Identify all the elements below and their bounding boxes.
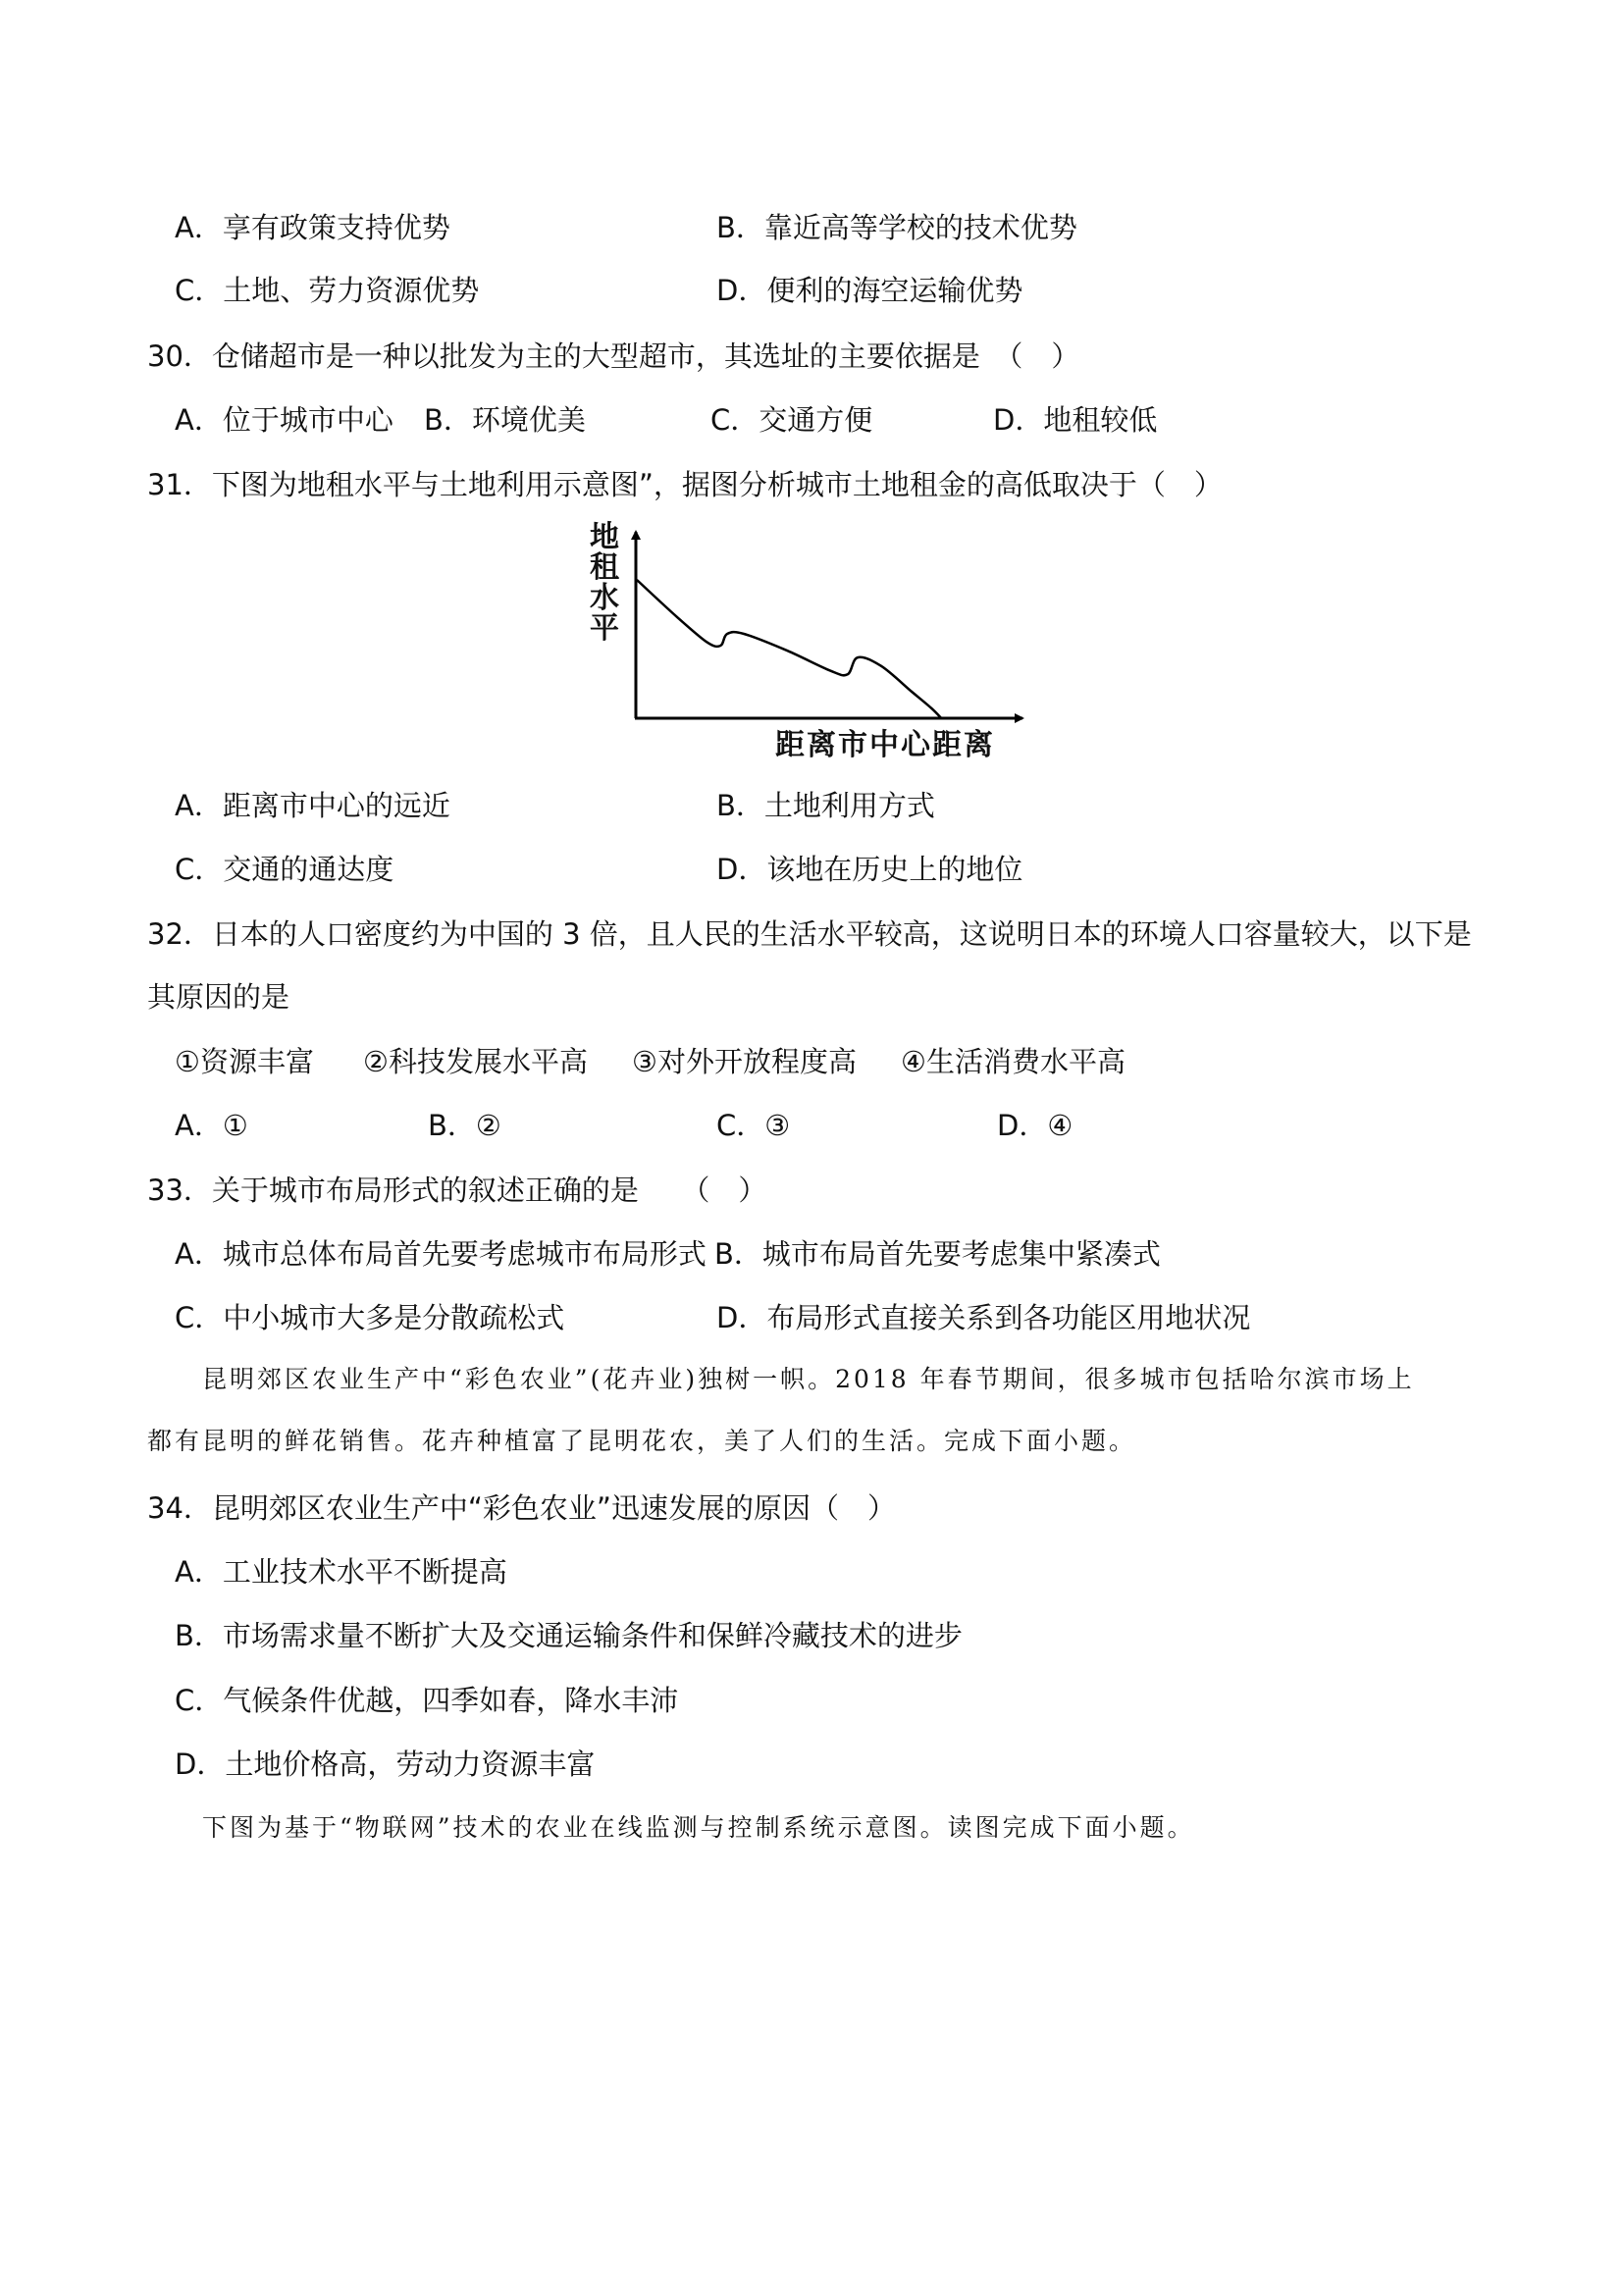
q29-option-a: A．享有政策支持优势 [175,211,450,244]
q32-item-4: ④生活消费水平高 [901,1045,1126,1078]
q32-item-3: ③对外开放程度高 [632,1045,857,1078]
q29-option-b: B．靠近高等学校的技术优势 [716,211,1077,244]
chart-y-label-char: 地 [590,520,619,554]
q32-stem-line1: 32．日本的人口密度约为中国的 3 倍，且人民的生活水平较高，这说明日本的环境人口容量较大，以下是 [147,917,1472,951]
passage-kunming-line1: 昆明郊区农业生产中“彩色农业”(花卉业)独树一帜。2018 年春节期间，很多城市包括哈尔滨市场上 [202,1365,1415,1393]
chart-y-label-char: 平 [590,611,619,646]
q31-option-d: D．该地在历史上的地位 [716,853,1023,886]
q32-item-2: ②科技发展水平高 [363,1045,588,1078]
chart-x-axis-label: 距离市中心距离 [775,728,995,762]
q33-option-a: A．城市总体布局首先要考虑城市布局形式 [175,1237,707,1271]
q34-option-c: C．气候条件优越，四季如春，降水丰沛 [175,1684,679,1717]
q33-stem: 33．关于城市布局形式的叙述正确的是 （ ） [147,1174,767,1207]
rent-curve-line [637,580,941,718]
q29-option-c: C．土地、劳力资源优势 [175,274,480,307]
q33-option-b: B．城市布局首先要考虑集中紧凑式 [714,1237,1161,1271]
q32-option-b: B．② [428,1109,501,1142]
chart-y-label-char: 水 [590,581,619,615]
passage-iot-line1: 下图为基于“物联网”技术的农业在线监测与控制系统示意图。读图完成下面小题。 [202,1813,1195,1842]
q30-stem: 30．仓储超市是一种以批发为主的大型超市，其选址的主要依据是 （ ） [147,339,1080,373]
q32-stem-line2: 其原因的是 [147,980,290,1014]
q30-option-b: B．环境优美 [424,403,586,437]
chart-y-label-char: 租 [590,550,619,585]
q29-option-d: D．便利的海空运输优势 [716,274,1023,307]
q31-option-b: B．土地利用方式 [716,789,935,822]
q34-option-b: B．市场需求量不断扩大及交通运输条件和保鲜冷藏技术的进步 [175,1619,963,1652]
q30-option-c: C．交通方便 [710,403,873,437]
q31-stem: 31．下图为地租水平与土地利用示意图”，据图分析城市土地租金的高低取决于（ ） [147,468,1223,501]
q32-item-1: ①资源丰富 [175,1045,314,1078]
q32-option-d: D．④ [997,1109,1073,1142]
q32-option-c: C．③ [716,1109,791,1142]
q31-option-c: C．交通的通达度 [175,853,394,886]
q33-option-d: D．布局形式直接关系到各功能区用地状况 [716,1301,1251,1334]
q30-option-d: D．地租较低 [993,403,1158,437]
q34-option-a: A．工业技术水平不断提高 [175,1555,507,1589]
q30-option-a: A．位于城市中心 [175,403,393,437]
q34-option-d: D．土地价格高，劳动力资源丰富 [175,1748,596,1781]
q33-option-c: C．中小城市大多是分散疏松式 [175,1301,565,1334]
passage-kunming-line2: 都有昆明的鲜花销售。花卉种植富了昆明花农，美了人们的生活。完成下面小题。 [147,1427,1137,1455]
q31-option-a: A．距离市中心的远近 [175,789,450,822]
q32-option-a: A．① [175,1109,248,1142]
q34-stem: 34．昆明郊区农业生产中“彩色农业”迅速发展的原因（ ） [147,1491,896,1525]
